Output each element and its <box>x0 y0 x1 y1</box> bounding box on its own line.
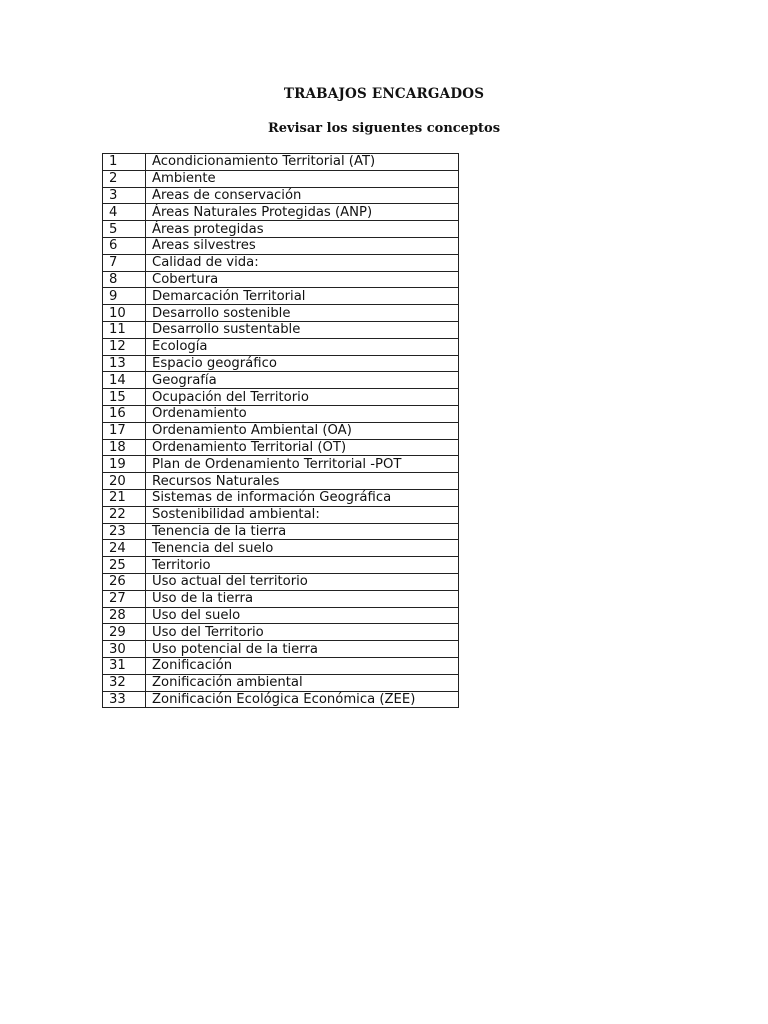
table-row <box>103 422 459 439</box>
table-row <box>103 540 459 557</box>
row-number: 21 <box>103 489 146 506</box>
row-concept: Tenencia de la tierra <box>146 523 459 540</box>
row-concept: Uso potencial de la tierra <box>146 641 459 658</box>
table-row <box>103 624 459 641</box>
row-concept: Desarrollo sostenible <box>146 305 459 322</box>
table-row <box>103 170 459 187</box>
row-number: 25 <box>103 557 146 574</box>
table-row <box>103 187 459 204</box>
table-row <box>103 456 459 473</box>
row-concept: Áreas protegidas <box>146 221 459 238</box>
row-concept: Acondicionamiento Territorial (AT) <box>146 154 459 171</box>
row-concept: Zonificación <box>146 657 459 674</box>
row-number: 9 <box>103 288 146 305</box>
row-number: 4 <box>103 204 146 221</box>
row-concept: Geografía <box>146 372 459 389</box>
table-row <box>103 691 459 708</box>
table-row <box>103 254 459 271</box>
row-concept: Áreas silvestres <box>146 237 459 254</box>
row-number: 8 <box>103 271 146 288</box>
table-row <box>103 154 459 171</box>
row-concept: Calidad de vida: <box>146 254 459 271</box>
row-number: 17 <box>103 422 146 439</box>
table-row <box>103 305 459 322</box>
row-number: 15 <box>103 389 146 406</box>
table-row <box>103 237 459 254</box>
row-concept: Ecología <box>146 338 459 355</box>
row-concept: Zonificación Ecológica Económica (ZEE) <box>146 691 459 708</box>
row-concept: Áreas de conservación <box>146 187 459 204</box>
row-concept: Demarcación Territorial <box>146 288 459 305</box>
table-row <box>103 674 459 691</box>
row-concept: Ambiente <box>146 170 459 187</box>
table-row <box>103 523 459 540</box>
row-concept: Territorio <box>146 557 459 574</box>
row-concept: Ordenamiento Territorial (OT) <box>146 439 459 456</box>
concepts-table-body <box>103 154 459 708</box>
row-number: 10 <box>103 305 146 322</box>
table-row <box>103 590 459 607</box>
row-number: 14 <box>103 372 146 389</box>
row-number: 7 <box>103 254 146 271</box>
table-row <box>103 641 459 658</box>
table-row <box>103 321 459 338</box>
row-number: 31 <box>103 657 146 674</box>
row-number: 32 <box>103 674 146 691</box>
table-row <box>103 657 459 674</box>
table-row <box>103 573 459 590</box>
row-concept: Plan de Ordenamiento Territorial -POT <box>146 456 459 473</box>
table-row <box>103 506 459 523</box>
row-number: 29 <box>103 624 146 641</box>
document-subtitle: Revisar los siguentes conceptos <box>267 121 501 136</box>
table-row <box>103 557 459 574</box>
row-number: 27 <box>103 590 146 607</box>
table-row <box>103 473 459 490</box>
row-concept: Uso de la tierra <box>146 590 459 607</box>
concepts-table <box>102 153 459 708</box>
table-row <box>103 439 459 456</box>
row-number: 13 <box>103 355 146 372</box>
row-number: 5 <box>103 221 146 238</box>
row-number: 24 <box>103 540 146 557</box>
table-row <box>103 489 459 506</box>
row-number: 30 <box>103 641 146 658</box>
row-concept: Tenencia del suelo <box>146 540 459 557</box>
table-row <box>103 355 459 372</box>
row-concept: Cobertura <box>146 271 459 288</box>
row-number: 3 <box>103 187 146 204</box>
row-concept: Ocupación del Territorio <box>146 389 459 406</box>
row-number: 33 <box>103 691 146 708</box>
table-row <box>103 221 459 238</box>
row-concept: Sistemas de información Geográfica <box>146 489 459 506</box>
row-concept: Sostenibilidad ambiental: <box>146 506 459 523</box>
row-concept: Uso del Territorio <box>146 624 459 641</box>
row-number: 23 <box>103 523 146 540</box>
document-title: TRABAJOS ENCARGADOS <box>283 86 485 102</box>
row-number: 1 <box>103 154 146 171</box>
row-concept: Uso actual del territorio <box>146 573 459 590</box>
row-number: 28 <box>103 607 146 624</box>
row-concept: Uso del suelo <box>146 607 459 624</box>
table-row <box>103 204 459 221</box>
table-row <box>103 288 459 305</box>
row-number: 22 <box>103 506 146 523</box>
row-number: 11 <box>103 321 146 338</box>
row-number: 26 <box>103 573 146 590</box>
row-number: 12 <box>103 338 146 355</box>
row-number: 19 <box>103 456 146 473</box>
row-number: 6 <box>103 237 146 254</box>
row-number: 2 <box>103 170 146 187</box>
row-number: 16 <box>103 405 146 422</box>
row-number: 20 <box>103 473 146 490</box>
table-row <box>103 405 459 422</box>
row-concept: Recursos Naturales <box>146 473 459 490</box>
table-row <box>103 607 459 624</box>
row-concept: Espacio geográfico <box>146 355 459 372</box>
row-concept: Ordenamiento Ambiental (OA) <box>146 422 459 439</box>
row-concept: Ordenamiento <box>146 405 459 422</box>
row-number: 18 <box>103 439 146 456</box>
table-row <box>103 372 459 389</box>
table-row <box>103 338 459 355</box>
row-concept: Áreas Naturales Protegidas (ANP) <box>146 204 459 221</box>
row-concept: Desarrollo sustentable <box>146 321 459 338</box>
row-concept: Zonificación ambiental <box>146 674 459 691</box>
table-row <box>103 271 459 288</box>
table-row <box>103 389 459 406</box>
